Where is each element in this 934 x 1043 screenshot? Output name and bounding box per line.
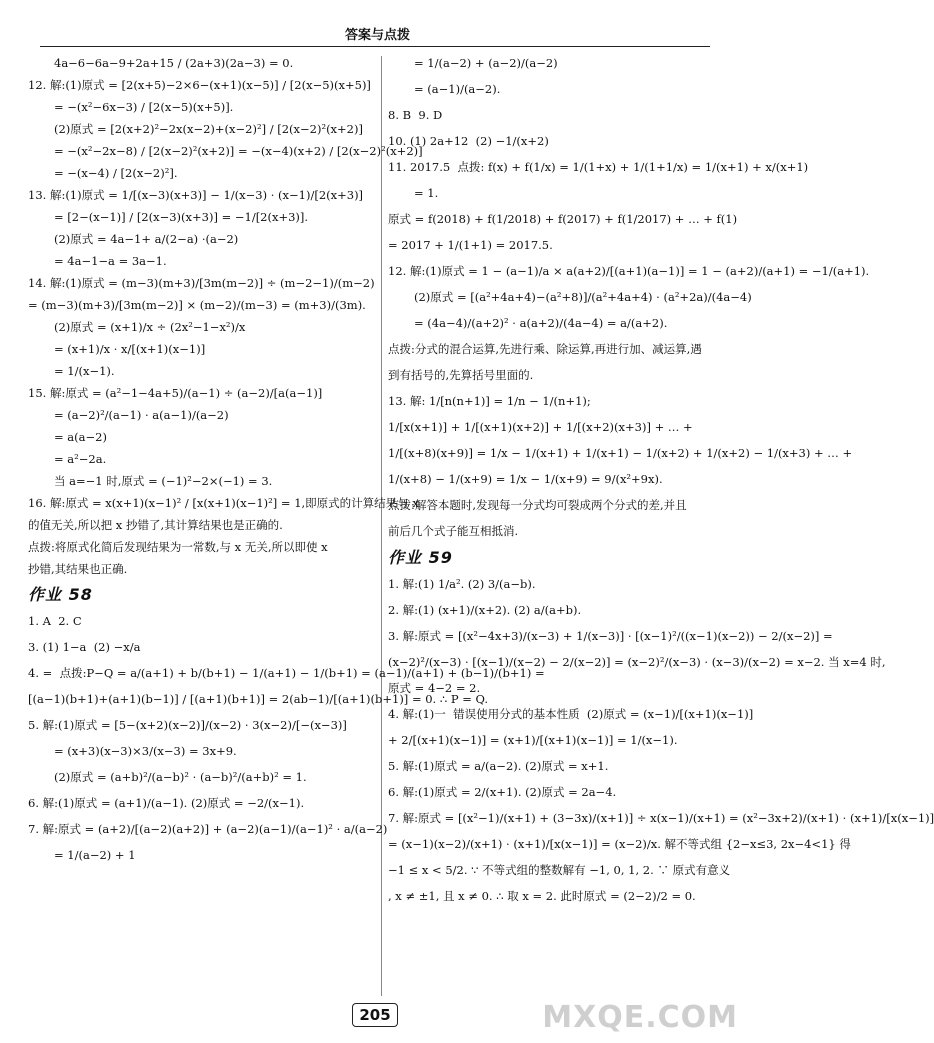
solution-line: 12. 解:(1)原式 = [2(x+5)−2×6−(x+1)(x−5)] / [2(x−5)(x+5)] — [28, 78, 371, 92]
solution-line: = (x−1)(x−2)/(x+1) · (x+1)/[x(x−1)] = (x−2)/x. 解不等式组 {2−x≤3, 2x−4<1} 得 — [388, 837, 851, 851]
header-title: 答案与点拨 — [344, 28, 410, 43]
solution-line: (2)原式 = (x+1)/x ÷ (2x²−1−x²)/x — [54, 320, 246, 334]
solution-line: 1/[x(x+1)] + 1/[(x+1)(x+2)] + 1/[(x+2)(x+3)] + … + — [388, 420, 693, 434]
solution-line: 1. A 2. C — [28, 614, 82, 628]
solution-line: 3. (1) 1−a (2) −x/a — [28, 640, 141, 654]
solution-line: = −(x²−2x−8) / [2(x−2)²(x+2)] = −(x−4)(x+2) / [2(x−2)²(x+2)] — [54, 144, 423, 158]
solution-line: = a(a−2) — [54, 430, 107, 444]
page-header — [40, 20, 710, 47]
solution-line: 抄错,其结果也正确. — [28, 562, 128, 576]
solution-line: = 1. — [414, 186, 439, 200]
solution-line: [(a−1)(b+1)+(a+1)(b−1)] / [(a+1)(b+1)] = 2(ab−1)/[(a+1)(b+1)] = 0. ∴ P = Q. — [28, 692, 489, 706]
solution-line: 前后几个式子能互相抵消. — [388, 524, 519, 538]
solution-line: 13. 解: 1/[n(n+1)] = 1/n − 1/(n+1); — [388, 394, 591, 408]
solution-line: 14. 解:(1)原式 = (m−3)(m+3)/[3m(m−2)] ÷ (m−2−1)/(m−2) — [28, 276, 375, 290]
solution-line: 11. 2017.5 点拨: f(x) + f(1/x) = 1/(1+x) + 1/(1+1/x) = 1/(x+1) + x/(x+1) — [388, 160, 809, 174]
solution-line: 点拨:解答本题时,发现每一分式均可裂成两个分式的差,并且 — [388, 498, 687, 512]
solution-line: 8. B 9. D — [388, 108, 443, 122]
solution-line: 的值无关,所以把 x 抄错了,其计算结果也是正确的. — [28, 518, 283, 532]
solution-line: (2)原式 = (a+b)²/(a−b)² · (a−b)²/(a+b)² = 1. — [54, 770, 307, 784]
solution-line: 点拨:将原式化简后发现结果为一常数,与 x 无关,所以即使 x — [28, 540, 328, 554]
solution-line: = 4a−1−a = 3a−1. — [54, 254, 167, 268]
solution-line: −1 ≤ x < 5/2. ∵ 不等式组的整数解有 −1, 0, 1, 2. ∵ 原式有意义 — [388, 863, 731, 877]
solution-line: 当 a=−1 时,原式 = (−1)²−2×(−1) = 3. — [54, 474, 273, 488]
solution-line: (2)原式 = [2(x+2)²−2x(x−2)+(x−2)²] / [2(x−2)²(x+2)] — [54, 122, 363, 136]
solution-line: 2. 解:(1) (x+1)/(x+2). (2) a/(a+b). — [388, 603, 582, 617]
solution-line: = −(x−4) / [2(x−2)²]. — [54, 166, 178, 180]
solution-line: 10. (1) 2a+12 (2) −1/(x+2) — [388, 134, 549, 148]
solution-line: 4. = 点拨:P−Q = a/(a+1) + b/(b+1) − 1/(a+1) − 1/(b+1) = (a−1)/(a+1) + (b−1)/(b+1) = — [28, 666, 545, 680]
solution-line: 7. 解:原式 = [(x²−1)/(x+1) + (3−3x)/(x+1)] ÷ x(x−1)/(x+1) = (x²−3x+2)/(x+1) · (x+1)/[x(x−1)] — [388, 811, 934, 825]
solution-line: = −(x²−6x−3) / [2(x−5)(x+5)]. — [54, 100, 234, 114]
solution-line: 16. 解:原式 = x(x+1)(x−1)² / [x(x+1)(x−1)²] = 1,即原式的计算结果与 x — [28, 496, 419, 510]
page-number: 205 — [352, 1003, 398, 1027]
solution-line: + 2/[(x+1)(x−1)] = (x+1)/[(x+1)(x−1)] = 1/(x−1). — [388, 733, 678, 747]
solution-line: 13. 解:(1)原式 = 1/[(x−3)(x+3)] − 1/(x−3) · (x−1)/[2(x+3)] — [28, 188, 364, 202]
solution-line: 5. 解:(1)原式 = a/(a−2). (2)原式 = x+1. — [388, 759, 609, 773]
solution-line: 1. 解:(1) 1/a². (2) 3/(a−b). — [388, 577, 536, 591]
solution-line: = a²−2a. — [54, 452, 107, 466]
solution-line: = [2−(x−1)] / [2(x−3)(x+3)] = −1/[2(x+3)]. — [54, 210, 309, 224]
solution-line: 15. 解:原式 = (a²−1−4a+5)/(a−1) ÷ (a−2)/[a(a−1)] — [28, 386, 323, 400]
solution-line: = 1/(x−1). — [54, 364, 115, 378]
solution-line: = (x+1)/x · x/[(x+1)(x−1)] — [54, 342, 206, 356]
solution-line: = (a−1)/(a−2). — [414, 82, 501, 96]
watermark-logo: MXQE.COM — [542, 1000, 738, 1035]
solution-line: 12. 解:(1)原式 = 1 − (a−1)/a × a(a+2)/[(a+1)(a−1)] = 1 − (a+2)/(a+1) = −1/(a+1). — [388, 264, 870, 278]
solution-line: 到有括号的,先算括号里面的. — [388, 368, 534, 382]
solution-line: (2)原式 = 4a−1+ a/(2−a) ·(a−2) — [54, 232, 239, 246]
solution-line: 3. 解:原式 = [(x²−4x+3)/(x−3) + 1/(x−3)] · [(x−1)²/((x−1)(x−2)) − 2/(x−2)] = — [388, 629, 833, 643]
solution-line: 6. 解:(1)原式 = 2/(x+1). (2)原式 = 2a−4. — [388, 785, 617, 799]
solution-line: = (4a−4)/(a+2)² · a(a+2)/(4a−4) = a/(a+2). — [414, 316, 668, 330]
page-footer — [340, 1003, 410, 1027]
right-column — [388, 56, 934, 915]
solution-line: (x−2)²/(x−3) · [(x−1)/(x−2) − 2/(x−2)] = (x−2)²/(x−3) · (x−3)/(x−2) = x−2. 当 x=4 时, — [388, 655, 886, 669]
solution-line: = (a−2)²/(a−1) · a(a−1)/(a−2) — [54, 408, 229, 422]
solution-line: 1/(x+8) − 1/(x+9) = 1/x − 1/(x+9) = 9/(x²+9x). — [388, 472, 663, 486]
solution-line: 6. 解:(1)原式 = (a+1)/(a−1). (2)原式 = −2/(x−1). — [28, 796, 305, 810]
solution-line: = 2017 + 1/(1+1) = 2017.5. — [388, 238, 553, 252]
solution-line: 原式 = 4−2 = 2. — [388, 681, 481, 695]
solution-line: , x ≠ ±1, 且 x ≠ 0. ∴ 取 x = 2. 此时原式 = (2−2)/2 = 0. — [388, 889, 696, 903]
solution-line: (2)原式 = [(a²+4a+4)−(a²+8)]/(a²+4a+4) · (a²+2a)/(4a−4) — [414, 290, 752, 304]
solution-line: = 1/(a−2) + (a−2)/(a−2) — [414, 56, 558, 70]
solution-line: 7. 解:原式 = (a+2)/[(a−2)(a+2)] + (a−2)(a−1)/(a−1)² · a/(a−2) — [28, 822, 388, 836]
solution-line: 5. 解:(1)原式 = [5−(x+2)(x−2)]/(x−2) · 3(x−2)/[−(x−3)] — [28, 718, 347, 732]
section-heading: 作业 59 — [388, 548, 453, 567]
solution-line: 原式 = f(2018) + f(1/2018) + f(2017) + f(1/2017) + … + f(1) — [388, 212, 738, 226]
solution-line: 点拨:分式的混合运算,先进行乘、除运算,再进行加、减运算,遇 — [388, 342, 702, 356]
solution-line: = (m−3)(m+3)/[3m(m−2)] × (m−2)/(m−3) = (m+3)/(3m). — [28, 298, 366, 312]
solution-line: 4. 解:(1)一 错误使用分式的基本性质 (2)原式 = (x−1)/[(x+1)(x−1)] — [388, 707, 754, 721]
solution-line: 1/[(x+8)(x+9)] = 1/x − 1/(x+1) + 1/(x+1) − 1/(x+2) + 1/(x+2) − 1/(x+3) + … + — [388, 446, 853, 460]
column-divider — [381, 56, 382, 996]
solution-line: = (x+3)(x−3)×3/(x−3) = 3x+9. — [54, 744, 237, 758]
solution-line: = 1/(a−2) + 1 — [54, 848, 136, 862]
solution-line: 4a−6−6a−9+2a+15 / (2a+3)(2a−3) = 0. — [54, 56, 294, 70]
section-heading: 作业 58 — [28, 585, 93, 604]
